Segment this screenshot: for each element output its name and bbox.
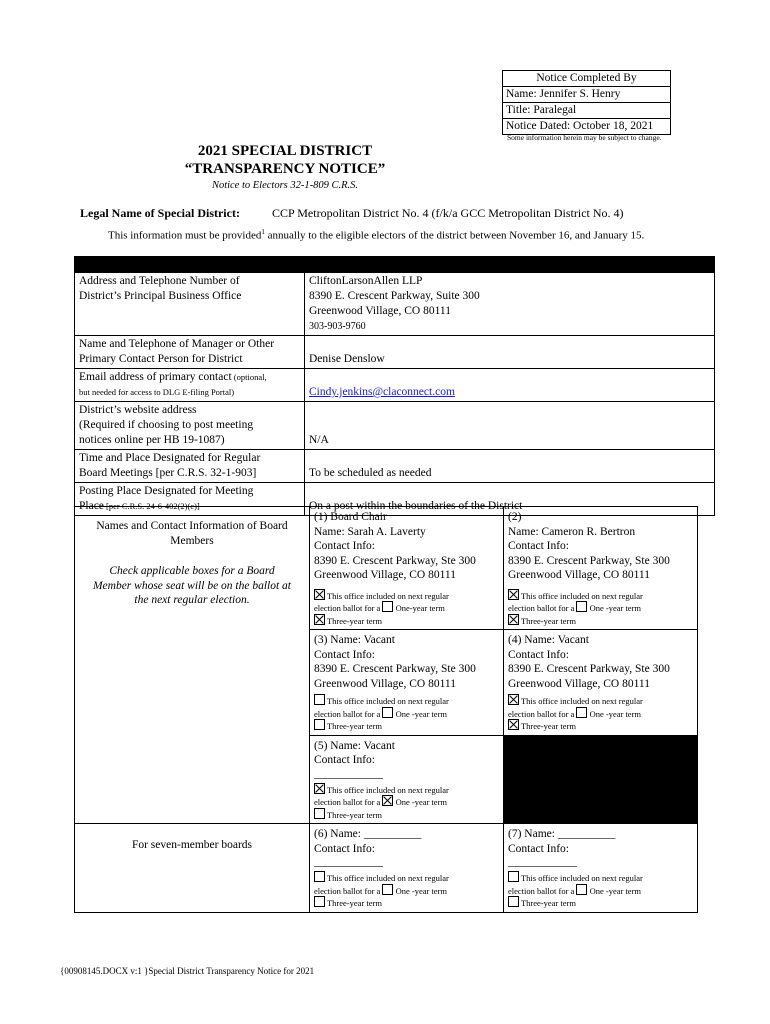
table-row [75, 402, 715, 450]
one-year-checkbox[interactable] [576, 884, 587, 895]
email-label-1-text: Email address of primary contact [79, 371, 232, 383]
address-line-3: Greenwood Village, CO 80111 [309, 305, 451, 317]
one-year-checkbox[interactable] [382, 884, 393, 895]
member-head: (6) Name: __________ [314, 828, 422, 840]
ballot-text-2: election ballot for a [314, 603, 381, 613]
member-addr-2: Greenwood Village, CO 80111 [314, 569, 456, 581]
email-value-cell [305, 369, 715, 402]
member-contact: Contact Info: [314, 754, 375, 766]
subject-to-change-note: Some information herein may be subject to change. [507, 133, 662, 142]
board-members-table [74, 506, 698, 913]
seven-member-label-cell [75, 824, 310, 913]
document-subtitle: Notice to Electors 32-1-809 C.R.S. [211, 180, 359, 191]
three-year-checkbox[interactable] [508, 719, 519, 730]
member-addr-2: Greenwood Village, CO 80111 [508, 677, 650, 690]
notice-header: Notice Completed By [536, 72, 637, 84]
member-head: (7) Name: __________ [508, 828, 616, 840]
member-contact: Contact Info: [508, 540, 569, 552]
member-head: (4) Name: Vacant [508, 634, 589, 646]
member-contact: Contact Info: [314, 540, 375, 552]
meeting-label-1: Time and Place Designated for Regular [79, 452, 261, 464]
one-year-checkbox[interactable] [382, 601, 393, 612]
three-year-checkbox[interactable] [508, 896, 519, 907]
notice-name: Name: Jennifer S. Henry [503, 86, 670, 102]
check-instructions-3: the next regular election. [134, 594, 250, 606]
info-pre: This information must be provided [108, 229, 262, 242]
table-row [75, 824, 698, 913]
table-row [75, 369, 715, 402]
manager-label-1: Name and Telephone of Manager or Other [79, 338, 275, 350]
one-year-checkbox[interactable] [382, 707, 393, 718]
three-year-checkbox[interactable] [314, 808, 325, 819]
document-footer: {00908145.DOCX v:1 }Special District Transparency Notice for 2021 [60, 966, 315, 976]
board-member-1 [310, 507, 504, 630]
three-year-checkbox[interactable] [508, 614, 519, 625]
three-year-label: Three-year term [326, 615, 382, 626]
board-member-2 [504, 507, 698, 630]
ballot-options [314, 871, 499, 909]
document-title: 2021 SPECIAL DISTRICT [197, 143, 373, 159]
address-line-2: 8390 E. Crescent Parkway, Suite 300 [309, 290, 480, 302]
website-label-2: (Required if choosing to post meeting [79, 419, 254, 431]
meeting-label-2: Board Meetings [per C.R.S. 32-1-903] [79, 467, 257, 479]
address-label-2: District’s Principal Business Office [79, 290, 242, 302]
ballot-text: This office included on next regular [326, 873, 449, 883]
meeting-value: To be scheduled as needed [309, 467, 432, 479]
member-addr-1: 8390 E. Crescent Parkway, Ste 300 [508, 663, 670, 675]
ballot-checkbox[interactable] [508, 589, 519, 600]
check-instructions-1: Check applicable boxes for a Board [109, 565, 275, 577]
ballot-options [314, 783, 499, 821]
member-addr-1: 8390 E. Crescent Parkway, Ste 300 [508, 554, 670, 567]
table-row [75, 507, 698, 630]
address-value-cell [305, 273, 715, 336]
ballot-text: This office included on next regular [520, 696, 643, 706]
website-value: N/A [309, 434, 329, 446]
board-member-3 [310, 630, 504, 736]
one-year-checkbox[interactable] [382, 795, 393, 806]
one-year-checkbox[interactable] [576, 601, 587, 612]
ballot-text-2: election ballot for a [508, 708, 575, 719]
meeting-label-cell [75, 450, 305, 483]
ballot-checkbox[interactable] [314, 589, 325, 600]
district-info-table [74, 272, 715, 516]
ballot-text: This office included on next regular [326, 696, 449, 706]
legal-name-value: CCP Metropolitan District No. 4 (f/k/a GCC Metropolitan District No. 4) [272, 206, 624, 220]
meeting-value-cell [305, 450, 715, 483]
ballot-text-2: election ballot for a [508, 603, 575, 613]
ballot-checkbox[interactable] [314, 871, 325, 882]
three-year-label: Three-year term [520, 615, 576, 626]
ballot-options [508, 871, 693, 909]
ballot-checkbox[interactable] [314, 783, 325, 794]
seven-member-label: For seven-member boards [131, 839, 253, 851]
website-label-3: notices online per HB 19-1087) [79, 434, 225, 446]
posting-label-2-text: Place [79, 500, 104, 512]
one-year-checkbox[interactable] [576, 707, 587, 718]
three-year-checkbox[interactable] [314, 896, 325, 907]
posting-label-citation: [per C.R.S. 24-6-402(2)(c)] [103, 501, 200, 511]
manager-value-cell [305, 336, 715, 369]
provide-info-line [108, 228, 644, 242]
info-post: annually to the eligible electors of the district between November 16, and January 15. [264, 229, 645, 242]
member-name: Name: Sarah A. Laverty [314, 525, 426, 538]
email-link[interactable]: Cindy.jenkins@claconnect.com [309, 386, 455, 398]
board-label-cell [75, 507, 310, 824]
ballot-checkbox[interactable] [314, 694, 325, 705]
ballot-text-2: election ballot for a [314, 708, 381, 719]
board-member-7 [504, 824, 698, 913]
member-name: Name: Cameron R. Bertron [508, 525, 636, 538]
ballot-checkbox[interactable] [508, 694, 519, 705]
blacked-out-cell [504, 735, 698, 824]
address-line-1: CliftonLarsonAllen LLP [309, 275, 423, 287]
ballot-options [314, 589, 499, 627]
header-bar [74, 256, 715, 272]
notice-title: Title: Paralegal [503, 102, 670, 118]
member-blank: ____________ [314, 856, 383, 868]
manager-value: Denise Denslow [309, 353, 385, 365]
website-label-1: District’s website address [79, 404, 197, 416]
member-head: (2) [508, 511, 522, 523]
board-member-6 [310, 824, 504, 913]
notice-date: Notice Dated: October 18, 2021 [503, 118, 670, 134]
member-head: (5) Name: Vacant [314, 739, 395, 752]
ballot-options [508, 694, 693, 732]
board-label-2: Members [170, 534, 214, 547]
manager-label-cell [75, 336, 305, 369]
table-row [75, 273, 715, 336]
member-contact: Contact Info: [508, 842, 569, 855]
ballot-text-2: election ballot for a [508, 885, 575, 896]
email-label-cell [75, 369, 305, 402]
board-member-5 [310, 735, 504, 824]
ballot-text-2: election ballot for a [314, 797, 381, 807]
posting-value: On a post within the boundaries of the District [309, 500, 523, 512]
three-year-label: Three-year term [520, 898, 576, 908]
one-year-label: One -year term [395, 797, 448, 807]
address-label-cell [75, 273, 305, 336]
member-addr-2: Greenwood Village, CO 80111 [508, 569, 650, 581]
member-blank: ____________ [508, 856, 577, 868]
one-year-label: One -year term [589, 885, 642, 896]
address-label-1: Address and Telephone Number of [79, 275, 240, 287]
three-year-checkbox[interactable] [314, 614, 325, 625]
website-value-cell [305, 402, 715, 450]
check-instructions-2: Member whose seat will be on the ballot at [92, 579, 292, 592]
member-head: (1) Board Chair [314, 511, 387, 523]
one-year-label: One -year term [395, 708, 448, 719]
website-label-cell [75, 402, 305, 450]
legal-name-label: Legal Name of Special District: [80, 206, 240, 220]
notice-completed-box [502, 70, 671, 135]
table-row [75, 450, 715, 483]
one-year-label: One-year term [395, 603, 445, 613]
phone-number: 303-903-9760 [309, 321, 366, 332]
ballot-text: This office included on next regular [520, 590, 643, 601]
table-row [75, 336, 715, 369]
posting-label-1: Posting Place Designated for Meeting [79, 485, 254, 497]
member-addr-1: 8390 E. Crescent Parkway, Ste 300 [314, 554, 476, 567]
footnote-ref: 1 [261, 228, 265, 236]
email-label-optional: (optional, [231, 372, 267, 382]
ballot-options [314, 694, 499, 732]
board-label-1: Names and Contact Information of Board [96, 520, 288, 532]
member-contact: Contact Info: [314, 842, 375, 855]
member-contact: Contact Info: [508, 648, 569, 661]
member-contact: Contact Info: [314, 648, 375, 661]
ballot-text: This office included on next regular [326, 590, 449, 601]
email-label-2: but needed for access to DLG E-filing Portal) [79, 387, 235, 397]
member-addr-2: Greenwood Village, CO 80111 [314, 677, 456, 690]
ballot-text-2: election ballot for a [314, 885, 381, 896]
email-label-1 [79, 370, 300, 385]
three-year-label: Three-year term [520, 721, 576, 731]
three-year-checkbox[interactable] [314, 719, 325, 730]
board-member-4 [504, 630, 698, 736]
three-year-label: Three-year term [326, 809, 382, 820]
three-year-label: Three-year term [326, 721, 382, 731]
member-blank: ____________ [314, 767, 383, 780]
one-year-label: One -year term [395, 885, 448, 896]
document-title-2: “TRANSPARENCY NOTICE” [184, 161, 386, 177]
one-year-label: One -year term [589, 708, 642, 719]
one-year-label: One -year term [589, 603, 642, 613]
manager-label-2: Primary Contact Person for District [79, 353, 243, 365]
ballot-text: This office included on next regular [520, 873, 643, 883]
ballot-text: This office included on next regular [326, 784, 449, 795]
member-head: (3) Name: Vacant [314, 634, 395, 646]
three-year-label: Three-year term [326, 898, 382, 908]
ballot-checkbox[interactable] [508, 871, 519, 882]
member-addr-1: 8390 E. Crescent Parkway, Ste 300 [314, 663, 476, 675]
ballot-options [508, 589, 693, 627]
